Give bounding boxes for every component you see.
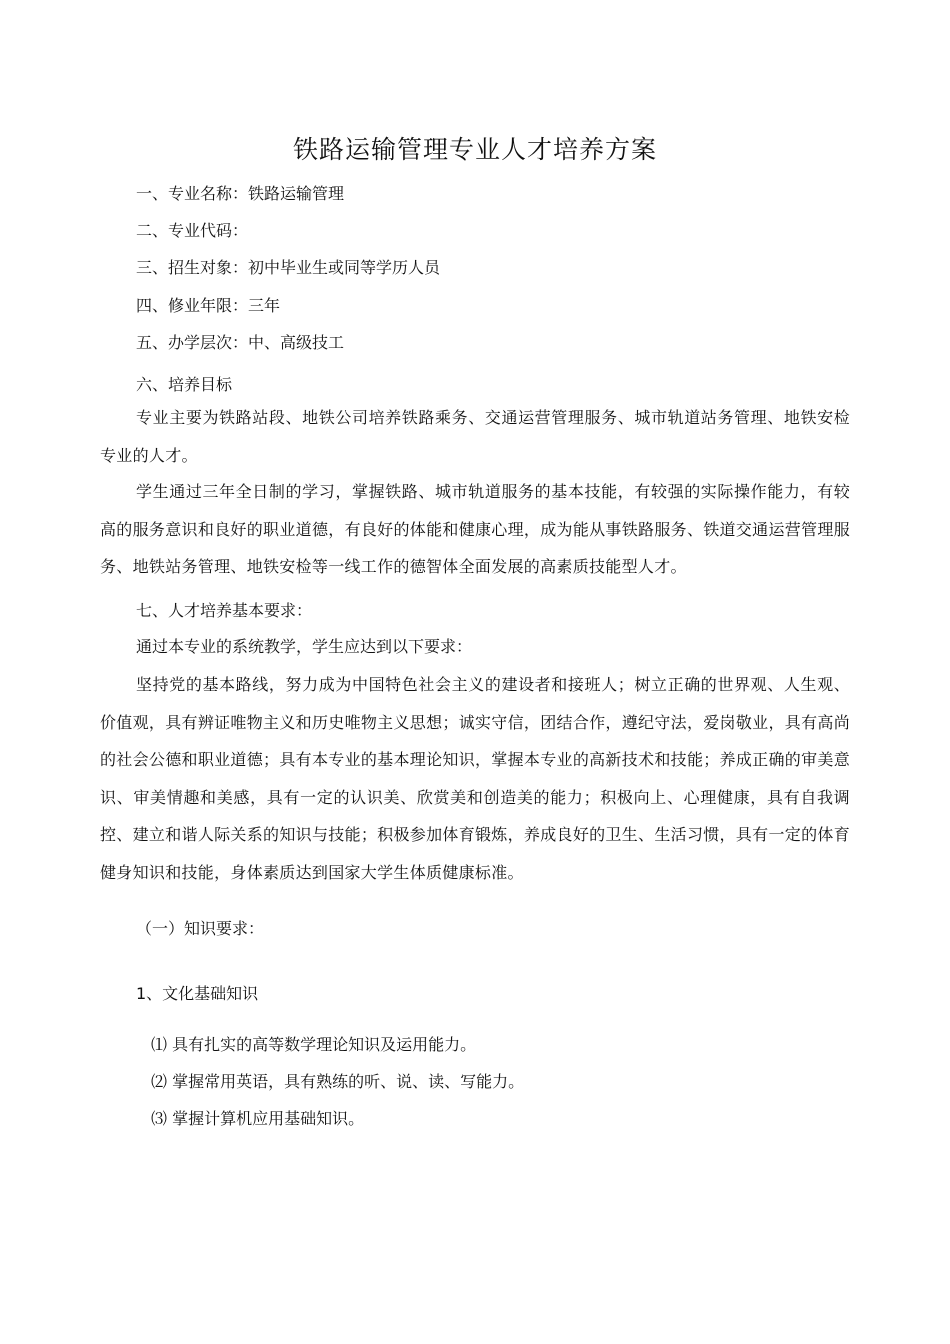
knowledge-heading: （一）知识要求： [136, 919, 265, 938]
section-level: 五、办学层次：中、高级技工 [136, 333, 345, 352]
knowledge-item: ⑶ 掌握计算机应用基础知识。 [151, 1109, 365, 1128]
section-enrollment: 三、招生对象：初中毕业生或同等学历人员 [136, 258, 441, 277]
document-title: 铁路运输管理专业人才培养方案 [292, 135, 657, 164]
knowledge-item: ⑵ 掌握常用英语，具有熟练的听、说、读、写能力。 [151, 1072, 525, 1091]
requirements-paragraph: 坚持党的基本路线，努力成为中国特色社会主义的建设者和接班人；树立正确的世界观、人生观、价值观，具有辨证唯物主义和历史唯物主义思想；诚实守信，团结合作，遵纪守法，爱岗敬业，具有高尚的社会公德和职业道德；具有本专业的基本理论知识，掌握本专业的高新技术和技能；养成正确的审美意识、审美情趣和美感，具有一定的认识美、欣赏美和创造美的能力；积极向上、心理健康，具有自我调控、建立和谐人际关系的知识与技能；积极参加体育锻炼，养成良好的卫生、生活习惯，具有一定的体育健身知识和技能，身体素质达到国家大学生体质健康标准。 [100, 675, 850, 882]
goal-paragraph-1: 专业主要为铁路站段、地铁公司培养铁路乘务、交通运营管理服务、城市轨道站务管理、地铁安检专业的人才。 [100, 408, 850, 465]
section-duration: 四、修业年限：三年 [136, 296, 281, 315]
knowledge-item: ⑴ 具有扎实的高等数学理论知识及运用能力。 [151, 1035, 477, 1054]
section-goal-heading: 六、培养目标 [136, 375, 233, 394]
requirements-intro: 通过本专业的系统教学，学生应达到以下要求： [136, 637, 473, 656]
knowledge-subheading: 1、文化基础知识 [136, 984, 259, 1003]
goal-paragraph-2: 学生通过三年全日制的学习，掌握铁路、城市轨道服务的基本技能，有较强的实际操作能力，有较高的服务意识和良好的职业道德，有良好的体能和健康心理，成为能从事铁路服务、铁道交通运营管理服务、地铁站务管理、地铁安检等一线工作的德智体全面发展的高素质技能型人才。 [100, 482, 850, 576]
section-major-code: 二、专业代码： [136, 221, 249, 240]
section-requirements-heading: 七、人才培养基本要求： [136, 601, 313, 620]
section-major-name: 一、专业名称：铁路运输管理 [136, 184, 345, 203]
